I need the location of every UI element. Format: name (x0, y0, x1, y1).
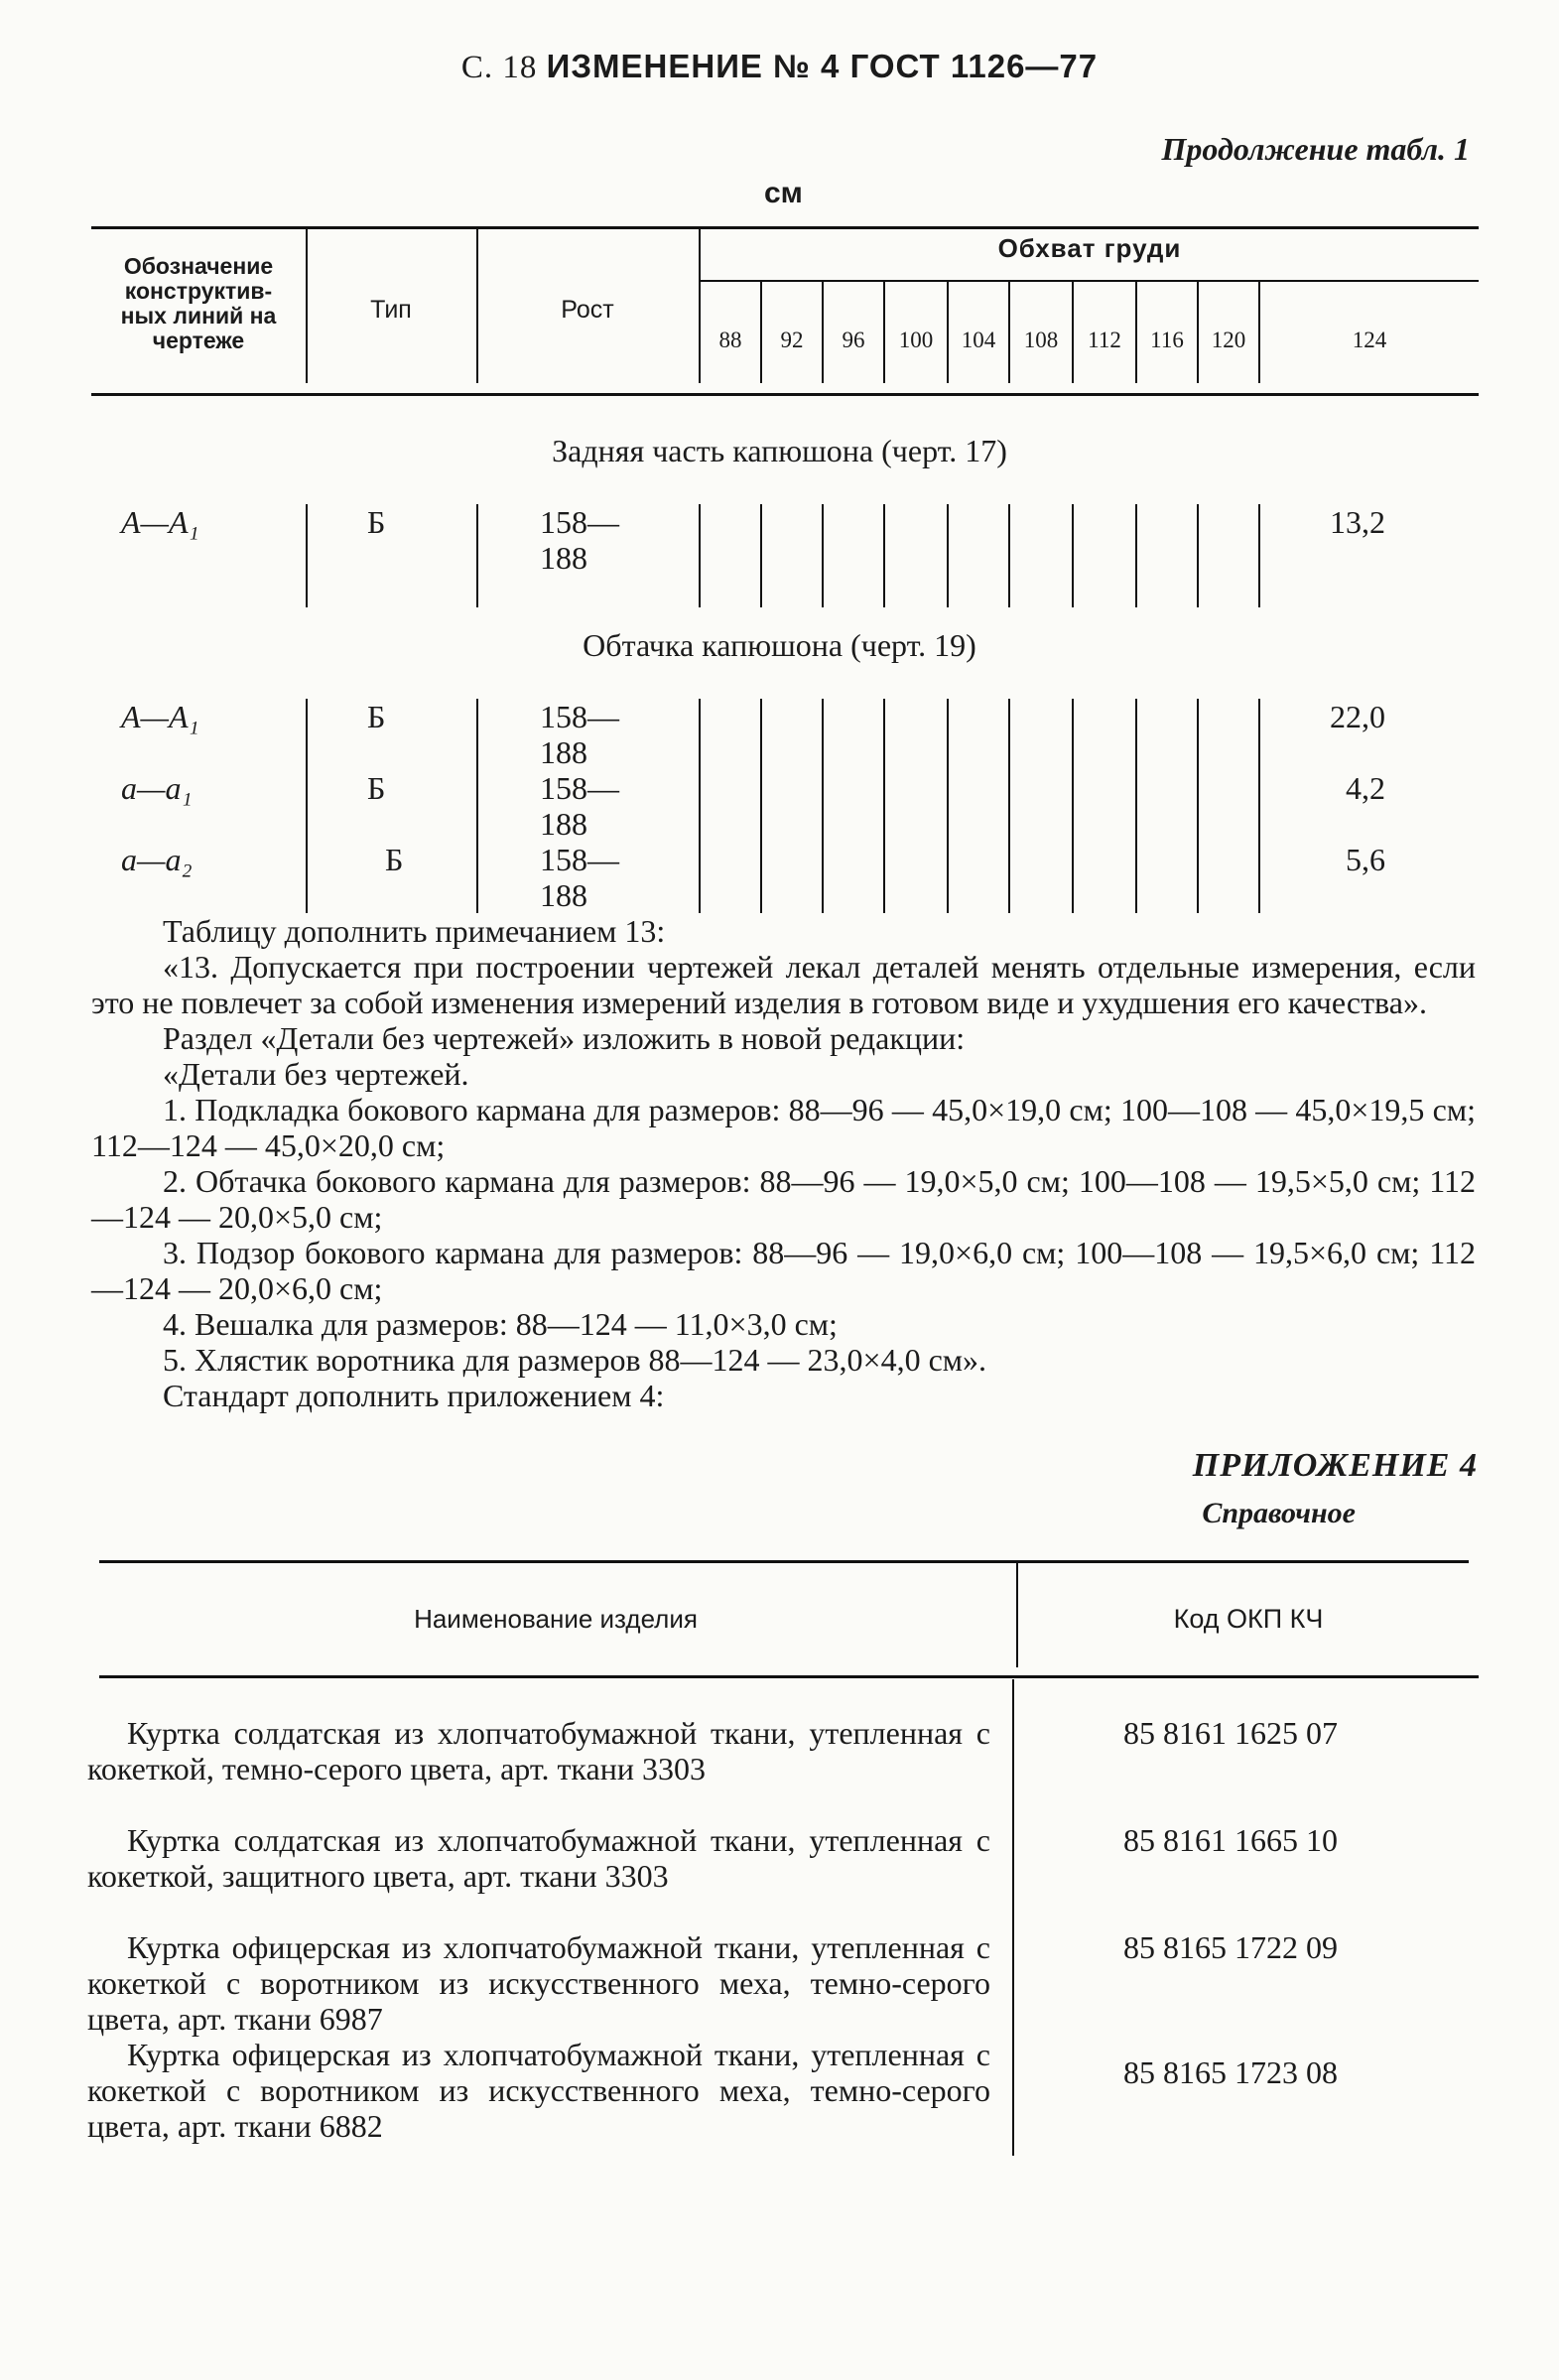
row-height: 158— (540, 842, 619, 877)
girth-96: 96 (842, 328, 865, 352)
col-header-designation: Обозначение конструктив- ных линий на чертеже (120, 253, 277, 353)
appendix-top-rule (99, 1560, 1469, 1563)
paragraph: 4. Вешалка для размеров: 88—124 — 11,0×3,0 см; (163, 1306, 838, 1342)
paragraph: Раздел «Детали без чертежей» изложить в новой редакции: (163, 1020, 966, 1056)
paragraph: 1. Подкладка бокового кармана для размеров: 88—96 — 45,0×19,0 см; 100—108 — 45,0×19,5 см; 112—124 — 45,0×20,0 см; (91, 1092, 1476, 1163)
item-code: 85 8165 1722 09 (1123, 1929, 1338, 1965)
row-height: 158— (540, 770, 619, 806)
paragraph: 3. Подзор бокового кармана для размеров: 88—96 — 19,0×6,0 см; 100—108 — 19,5×6,0 см; 112—124 — 20,0×6,0 см; (91, 1235, 1476, 1306)
girth-116: 116 (1150, 328, 1184, 352)
table-unit: см (764, 177, 803, 209)
row-designation: А—А₁ (121, 699, 199, 734)
row-height: 158— (540, 504, 619, 540)
paragraph: Таблицу дополнить примечанием 13: (163, 913, 666, 949)
page-number: С. 18 (460, 50, 538, 85)
col-header-name: Наименование изделия (414, 1604, 698, 1634)
row-type: Б (367, 504, 386, 540)
paragraph: «13. Допускается при построении чертежей лекал деталей менять отдельные измерения, если это не повлечет за собой изменения измерений изделия в готовом виде и ухудшения его качества». (91, 949, 1476, 1020)
section-title: Обтачка капюшона (черт. 19) (583, 627, 976, 663)
col-header-height: Рост (561, 296, 614, 324)
item-name: Куртка солдатская из хлопчатобумажной ткани, утепленная с кокеткой, защитного цвета, арт. ткани 3303 (87, 1822, 990, 1894)
girth-108: 108 (1023, 328, 1059, 352)
girth-124: 124 (1352, 328, 1387, 352)
row-type: Б (367, 699, 386, 734)
girth-92: 92 (780, 328, 804, 352)
row-height-end: 188 (540, 540, 587, 576)
row-height: 158— (540, 699, 619, 734)
row-type: Б (367, 770, 386, 806)
item-name: Куртка солдатская из хлопчатобумажной ткани, утепленная с кокеткой, темно-серого цвета, арт. ткани 3303 (87, 1715, 990, 1786)
girth-104: 104 (961, 328, 996, 352)
row-value-124: 13,2 (1330, 504, 1385, 540)
table-top-rule (91, 226, 1479, 229)
row-value-124: 4,2 (1346, 770, 1385, 806)
girth-88: 88 (718, 328, 742, 352)
table-continuation-label: Продолжение табл. 1 (1161, 131, 1470, 167)
appendix-subtitle: Справочное (1202, 1497, 1356, 1529)
row-designation: а—а₁ (121, 770, 193, 806)
row-height-end: 188 (540, 877, 587, 913)
paragraph: Стандарт дополнить приложением 4: (163, 1378, 665, 1413)
table-header-bottom-rule (91, 393, 1479, 396)
item-code: 85 8161 1625 07 (1123, 1715, 1338, 1751)
row-designation: А—А₁ (121, 504, 199, 540)
col-header-type: Тип (370, 296, 412, 324)
paragraph: 2. Обтачка бокового кармана для размеров: 88—96 — 19,0×5,0 см; 100—108 — 19,5×5,0 см; 112—124 — 20,0×5,0 см; (91, 1163, 1476, 1235)
item-name: Куртка офицерская из хлопчатобумажной ткани, утепленная с кокеткой с воротником из искусственного меха, темно-серого цвета, арт. ткани 6987 (87, 1929, 990, 2037)
row-type: Б (385, 842, 404, 877)
paragraph: «Детали без чертежей. (163, 1056, 469, 1092)
girth-subheader-rule (701, 280, 1479, 282)
page-header (0, 48, 1559, 86)
row-value-124: 22,0 (1330, 699, 1385, 734)
paragraph: 5. Хлястик воротника для размеров 88—124 — 23,0×4,0 см». (163, 1342, 987, 1378)
col-header-girth: Обхват груди (997, 233, 1182, 263)
appendix-header-bottom-rule (99, 1675, 1479, 1678)
item-name: Куртка офицерская из хлопчатобумажной ткани, утепленная с кокеткой с воротником из искусственного меха, темно-серого цвета, арт. ткани 6882 (87, 2037, 990, 2144)
body-text (91, 913, 1476, 1413)
item-code: 85 8165 1723 08 (1123, 2054, 1338, 2090)
row-height-end: 188 (540, 806, 587, 842)
row-height-end: 188 (540, 734, 587, 770)
col-header-code: Код ОКП КЧ (1173, 1604, 1324, 1634)
row-value-124: 5,6 (1346, 842, 1385, 877)
appendix-title: ПРИЛОЖЕНИЕ 4 (1192, 1447, 1478, 1484)
girth-100: 100 (898, 328, 934, 352)
page-title: ИЗМЕНЕНИЕ № 4 ГОСТ 1126—77 (546, 48, 1099, 84)
item-code: 85 8161 1665 10 (1123, 1822, 1338, 1858)
girth-120: 120 (1211, 328, 1246, 352)
row-designation: а—а₂ (121, 842, 193, 877)
section-title: Задняя часть капюшона (черт. 17) (552, 433, 1007, 468)
girth-112: 112 (1088, 328, 1121, 352)
